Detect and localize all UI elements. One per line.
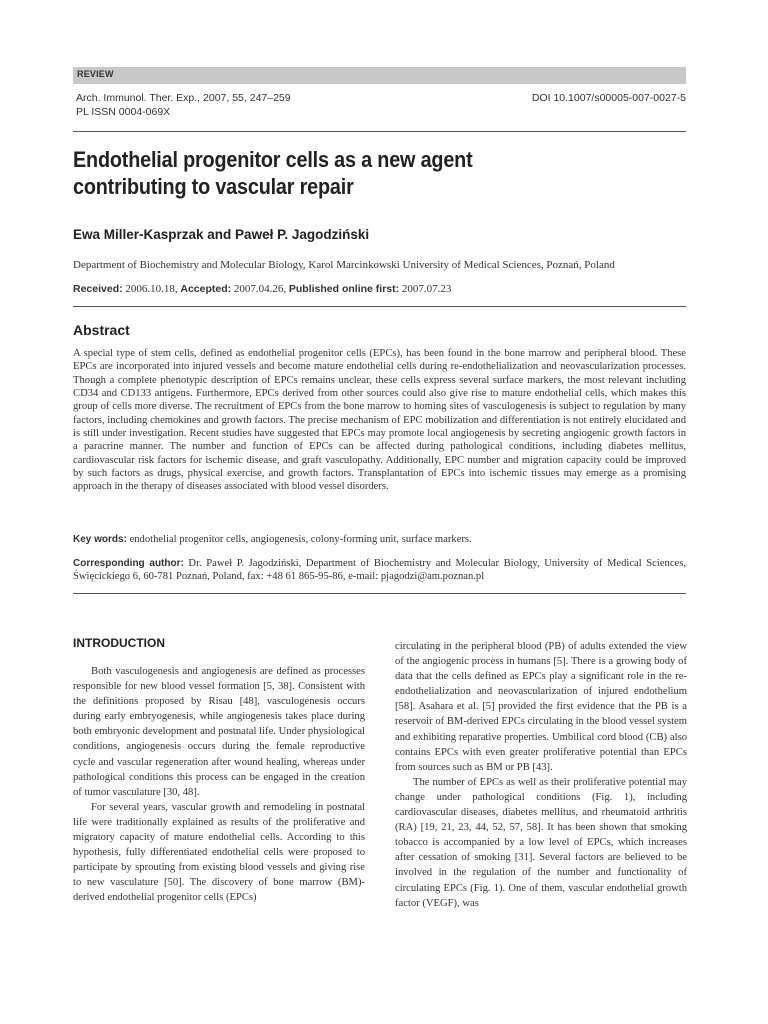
corresponding-label: Corresponding author: xyxy=(73,558,184,569)
published-date: 2007.07.23 xyxy=(401,283,452,295)
affiliation: Department of Biochemistry and Molecular Biology, Karol Marcinkowski University of Medical Sciences, Poznań, Poland xyxy=(73,259,615,271)
paragraph: For several years, vascular growth and remodeling in postnatal life were traditionally explained as results of the proliferative and migratory capacity of mature endothelial cells. According to this hypothesis, fully differentiated endothelial cells were proposed to participate by sprouting from existing blood vessels and giving rise to new vasculature [50]. The discovery of bone marrow (BM)-derived endothelial progenitor cells (EPCs) xyxy=(73,801,365,904)
corresponding-author xyxy=(73,557,686,584)
citation-line: Arch. Immunol. Ther. Exp., 2007, 55, 247–259 xyxy=(76,92,291,104)
title-line-2: contributing to vascular repair xyxy=(73,174,354,199)
section-label-bar xyxy=(73,67,686,84)
keywords-text: endothelial progenitor cells, angiogenesis, colony-forming unit, surface markers. xyxy=(129,534,472,545)
paragraph: circulating in the peripheral blood (PB) of adults extended the view of the angiogenic process in humans [5]. There is a growing body of data that the cells defined as EPCs play a significant role in the re-endothelialization and neovascularization of injured endothelium [58]. Asahara et al. [5] provided the first evidence that the PB is a reservoir of BM-derived EPCs circulating in the blood vessel system and exhibiting reparative properties. Umbilical cord blood (CB) also contains EPCs with even greater proliferative potential than EPCs from sources such as BM or PB [43]. xyxy=(395,641,687,773)
abstract-text: A special type of stem cells, defined as endothelial progenitor cells (EPCs), has been found in the bone marrow and peripheral blood. These EPCs are incorporated into injured vessels and become mature endothelial cells during re-endothelialization and neovascularization processes. Though a complete phenotypic description of EPCs remains unclear, these cells express several surface markers, the most relevant including CD34 and CD133 antigens. Furthermore, EPCs derived from other sources could also give rise to mature endothelial cells, which makes this group of cells more diverse. The recruitment of EPCs from the bone marrow to homing sites of vasculogenesis is subject to regulation by many factors, including chemokines and growth factors. The precise mechanism of EPC mobilization and differentiation is not entirely elucidated and is still under investigation. Recent studies have suggested that EPCs may promote local angiogenesis by secreting angiogenic growth factors in a paracrine manner. The number and function of EPCs can be affected during pathological conditions, including diabetes mellitus, cardiovascular risk factors for ischemic disease, and graft vasculopathy. Additionally, EPC number and migration capacity could be improved by such factors as drugs, physical exercise, and growth factors. Transplantation of EPCs into ischemic tissues may emerge as a promising approach in the therapy of diseases associated with blood vessel disorders. xyxy=(73,348,686,493)
accepted-date: 2007.04.26, xyxy=(233,283,287,295)
keywords-label: Key words: xyxy=(73,534,127,545)
left-column xyxy=(73,664,365,906)
title-line-1: Endothelial progenitor cells as a new agent xyxy=(73,147,473,172)
received-date: 2006.10.18, xyxy=(125,283,178,295)
paragraph: The number of EPCs as well as their proliferative potential may change under pathological conditions (Fig. 1), including cardiovascular diseases, diabetes mellitus, and rheumatoid arthritis (RA) [19, 21, 23, 44, 52, 57, 58]. It has been shown that smoking tobacco is accompanied by a low level of EPCs, which increases after cessation of smoking [31]. Several factors are believed to be involved in the regulation of the number and functionality of circulating EPCs (Fig. 1). One of them, vascular endothelial growth factor (VEGF), was xyxy=(395,776,687,909)
dates-rule xyxy=(73,306,686,307)
keywords xyxy=(73,533,686,546)
header-rule xyxy=(73,131,686,132)
article-dates xyxy=(73,283,451,295)
article-title xyxy=(73,146,612,200)
doi[interactable]: DOI 10.1007/s00005-007-0027-5 xyxy=(531,92,686,104)
received-label: Received: xyxy=(73,283,123,295)
citation-block xyxy=(76,91,291,119)
corresponding-text: Dr. Paweł P. Jagodziński, Department of Biochemistry and Molecular Biology, University of Medical Sciences, Święcickiego 6, 60-781 Poznań, Poland, fax: +48 61 865-95-86, e-mail: pjagodzi@am.poznan.pl xyxy=(73,558,686,583)
authors: Ewa Miller-Kasprzak and Paweł P. Jagodziński xyxy=(73,227,370,242)
abstract-heading: Abstract xyxy=(73,322,130,338)
section-label: REVIEW xyxy=(77,69,114,79)
published-label: Published online first: xyxy=(288,283,400,295)
right-column xyxy=(395,639,687,911)
accepted-label: Accepted: xyxy=(180,283,232,295)
introduction-heading: INTRODUCTION xyxy=(73,636,165,650)
paragraph: Both vasculogenesis and angiogenesis are defined as processes responsible for new blood vessel formation [5, 38]. Consistent with the definitions proposed by Risau [48], vasculogenesis occurs during early embryogenesis, while angiogenesis takes place during both embryonic development and postnatal life. Under physiological conditions, angiogenesis occurs during the female reproductive cycle and vascular regeneration after wound healing, whereas under pathological conditions this process can be engaged in the creation of tumor vasculature [30, 48]. xyxy=(73,666,365,798)
issn-line: PL ISSN 0004-069X xyxy=(76,106,171,118)
abstract-rule xyxy=(73,593,686,594)
